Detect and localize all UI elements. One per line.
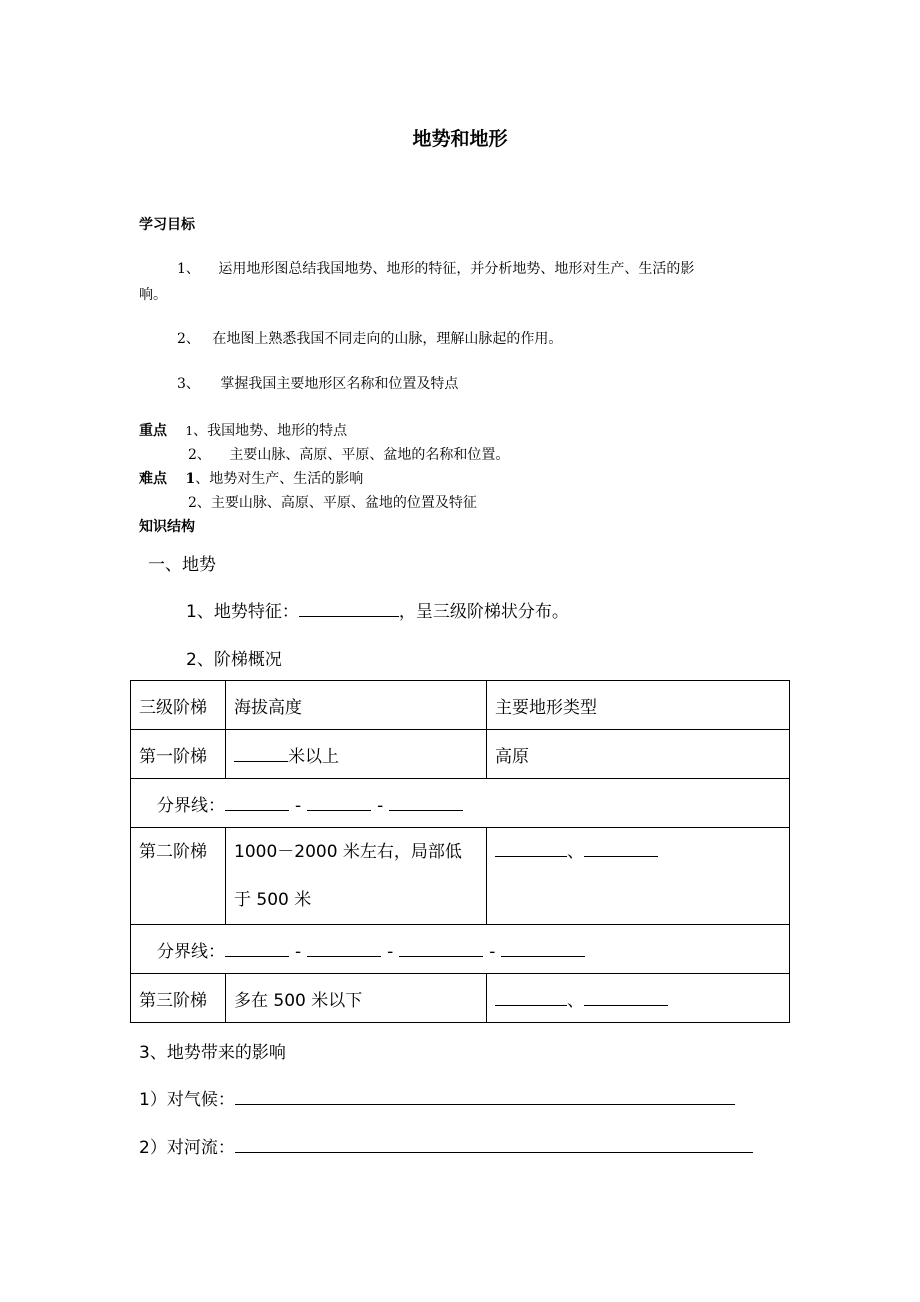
impact-river-label: 2）对河流： [139,1138,235,1158]
divider-dash: - [387,941,394,962]
step-1-altitude-suffix: 米以上 [288,746,339,767]
divider-1 [131,779,790,828]
divider-1-blank-c[interactable] [389,794,463,811]
objective-3 [177,373,458,393]
objective-3-number: 3、 [177,376,200,392]
header-cell-altitude: 海拔高度 [226,681,487,730]
difficulties-label: 难点 [139,471,167,487]
section-1-heading: 一、地势 [148,555,216,575]
step-3-separator: 、 [567,990,584,1011]
question-2: 2、阶梯概况 [186,650,282,670]
objective-1-continued: 响。 [139,287,167,303]
divider-1-label: 分界线： [157,795,225,816]
question-1-prefix: 1、地势特征： [186,602,299,622]
divider-dash: - [489,941,496,962]
step-2-altitude: 1000－2000 米左右，局部低于 500 米 [226,828,487,925]
impact-river-blank[interactable] [235,1136,753,1153]
objective-1-number: 1、 [177,261,200,277]
table-row [131,925,790,974]
table-row [131,974,790,1023]
table-row [131,779,790,828]
step-1-label: 第一阶梯 [131,730,226,779]
divider-2 [131,925,790,974]
impact-climate-label: 1）对气候： [139,1090,235,1110]
step-3-type-blank-a[interactable] [495,989,567,1006]
step-2-label-text: 第二阶梯 [139,842,207,862]
divider-dash: - [377,795,384,816]
step-2-separator: 、 [567,842,584,862]
impact-climate [139,1085,735,1110]
difficulty-2: 2、主要山脉、高原、平原、盆地的位置及特征 [188,495,477,511]
objective-2-number: 2、 [177,331,200,347]
table-row [131,828,790,925]
step-3-terrain-types [487,974,790,1023]
objective-2 [177,328,562,348]
key-point-1 [139,420,347,440]
divider-2-blank-d[interactable] [501,940,585,957]
key-point-2-text: 主要山脉、高原、平原、盆地的名称和位置。 [229,447,510,463]
header-cell-step: 三级阶梯 [131,681,226,730]
step-2-label [131,828,226,925]
step-2-type-blank-b[interactable] [584,840,658,857]
step-1-altitude-blank[interactable] [234,745,288,762]
key-point-1-number: 1 [185,424,194,438]
impact-river [139,1133,753,1158]
key-point-1-text: 、我国地势、地形的特点 [193,423,348,439]
divider-1-blank-a[interactable] [225,794,289,811]
divider-2-label: 分界线： [157,941,225,962]
step-3-label: 第三阶梯 [131,974,226,1023]
question-1 [186,597,569,622]
divider-1-blank-b[interactable] [307,794,371,811]
step-1-terrain-type: 高原 [487,730,790,779]
step-2-terrain-types [487,828,790,925]
key-point-2-number: 2、 [188,447,211,463]
header-cell-terrain-type: 主要地形类型 [487,681,790,730]
key-point-2 [188,444,509,464]
impact-heading: 3、地势带来的影响 [139,1043,286,1063]
divider-2-blank-b[interactable] [307,940,381,957]
table-row [131,730,790,779]
objective-3-text: 掌握我国主要地形区名称和位置及特点 [220,376,459,392]
divider-dash: - [295,941,302,962]
key-points-label: 重点 [139,423,167,439]
divider-dash: - [295,795,302,816]
divider-2-blank-c[interactable] [399,940,483,957]
question-1-suffix: ，呈三级阶梯状分布。 [398,602,569,622]
structure-heading: 知识结构 [139,519,195,535]
step-3-type-blank-b[interactable] [584,989,668,1006]
terrain-feature-blank[interactable] [299,600,399,617]
step-2-type-blank-a[interactable] [495,840,567,857]
difficulty-1 [139,468,363,488]
objectives-heading: 学习目标 [139,217,195,233]
difficulty-1-number: 1 [185,471,196,487]
objective-2-text: 在地图上熟悉我国不同走向的山脉，理解山脉起的作用。 [212,331,563,347]
difficulty-1-text: 、地势对生产、生活的影响 [195,471,364,487]
objective-1-text: 运用地形图总结我国地势、地形的特征，并分析地势、地形对生产、生活的影 [218,261,695,277]
step-3-altitude: 多在 500 米以下 [226,974,487,1023]
step-1-altitude [226,730,487,779]
objective-1 [177,258,694,278]
divider-2-blank-a[interactable] [225,940,289,957]
table-header-row [131,681,790,730]
terrain-steps-table [130,680,790,1023]
impact-climate-blank[interactable] [235,1088,735,1105]
page-title: 地势和地形 [412,128,508,150]
